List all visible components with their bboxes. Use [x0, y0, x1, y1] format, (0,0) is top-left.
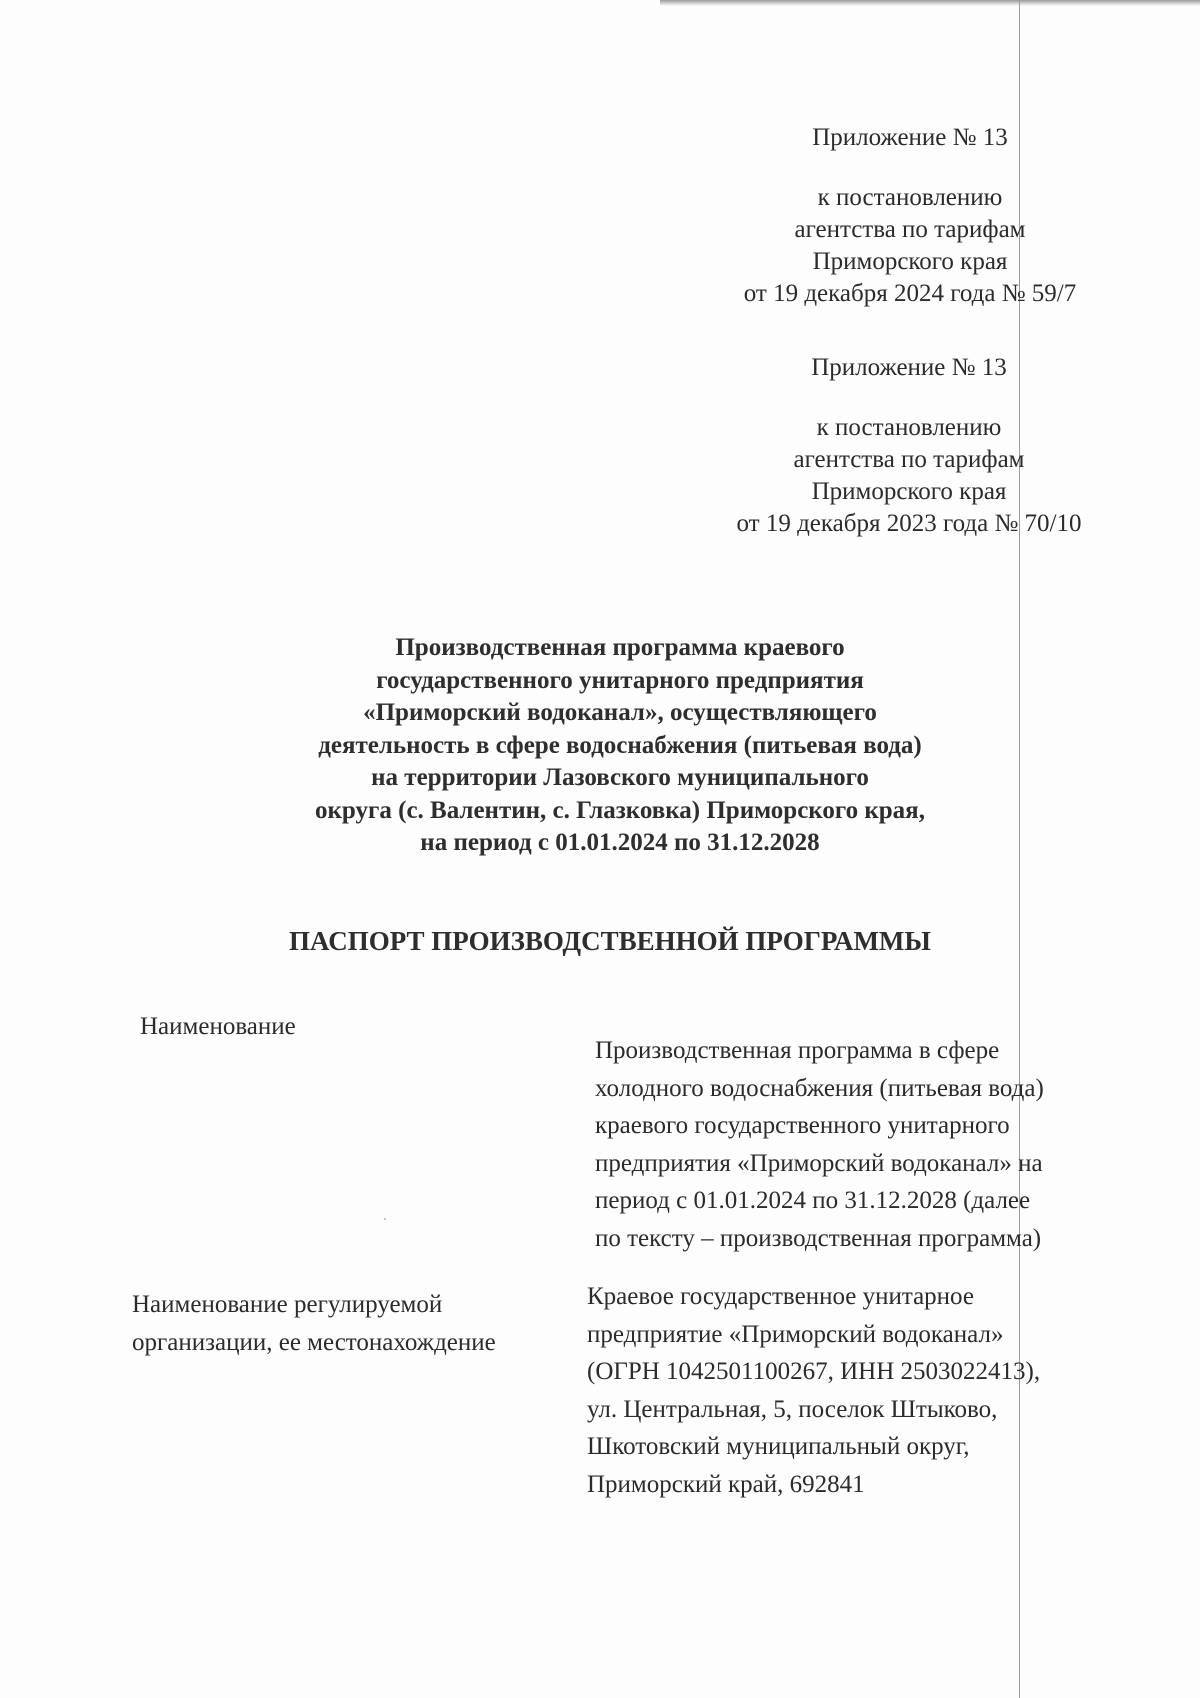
approval-line: агентства по тарифам — [794, 216, 1026, 243]
label-line: Наименование регулируемой — [132, 1291, 443, 1318]
value-line: холодного водоснабжения (питьевая вода) — [595, 1074, 1044, 1102]
passport-row-name — [130, 1008, 1130, 1278]
approval-block-2024 — [710, 122, 1110, 310]
program-title — [250, 632, 990, 860]
passport-row-organization — [130, 1278, 1130, 1503]
program-title-line: округа (с. Валентин, с. Глазковка) Приморского края, — [315, 796, 925, 824]
program-title-line: «Приморский водоканал», осуществляющего — [363, 699, 877, 726]
approval-block-2023 — [704, 352, 1114, 540]
scan-edge-artifact — [660, 0, 1200, 6]
program-title-line: на период с 01.01.2024 по 31.12.2028 — [420, 829, 820, 856]
value-line: по тексту – производственная программа) — [595, 1224, 1042, 1252]
appendix-number: Приложение № 13 — [811, 354, 1007, 381]
approval-line: к постановлению — [817, 184, 1003, 211]
passport-row-label — [140, 1008, 580, 1046]
program-title-line: деятельность в сфере водоснабжения (питьевая вода) — [318, 731, 922, 759]
label-line: Наименование — [140, 1013, 296, 1040]
approval-line: агентства по тарифам — [793, 446, 1025, 473]
approval-date-line: от 19 декабря 2023 года № 70/10 — [736, 510, 1082, 537]
program-title-line: на территории Лазовского муниципального — [371, 764, 869, 791]
value-line: предприятия «Приморский водоканал» на — [595, 1149, 1043, 1177]
program-title-line: государственного унитарного предприятия — [376, 666, 864, 694]
passport-row-value — [595, 1008, 1115, 1257]
passport-table — [130, 1008, 1130, 1503]
value-line: Краевое государственное унитарное — [587, 1283, 974, 1310]
value-line: Производственная программа в сфере — [595, 1037, 1000, 1064]
approval-line: к постановлению — [816, 414, 1002, 441]
value-line: предприятие «Приморский водоканал» — [587, 1320, 1004, 1348]
value-line: Шкотовский муниципальный округ, — [587, 1433, 970, 1460]
value-line: Приморский край, 692841 — [587, 1470, 865, 1498]
value-line: период с 01.01.2024 по 31.12.2028 (далее — [595, 1187, 1031, 1214]
approval-date-line: от 19 декабря 2024 года № 59/7 — [743, 280, 1077, 307]
label-line: организации, ее местонахождение — [132, 1328, 496, 1356]
approval-line: Приморского края — [811, 478, 1007, 505]
appendix-number: Приложение № 13 — [812, 124, 1008, 151]
value-line: краевого государственного унитарного — [595, 1112, 1010, 1139]
program-title-line: Производственная программа краевого — [395, 634, 845, 661]
passport-row-value — [587, 1278, 1107, 1503]
passport-heading: ПАСПОРТ ПРОИЗВОДСТВЕННОЙ ПРОГРАММЫ — [289, 926, 931, 956]
approval-line: Приморского края — [812, 248, 1008, 275]
value-line: ул. Центральная, 5, поселок Штыково, — [587, 1395, 998, 1423]
value-line: (ОГРН 1042501100267, ИНН 2503022413), — [587, 1358, 1041, 1385]
passport-row-label — [132, 1286, 572, 1361]
